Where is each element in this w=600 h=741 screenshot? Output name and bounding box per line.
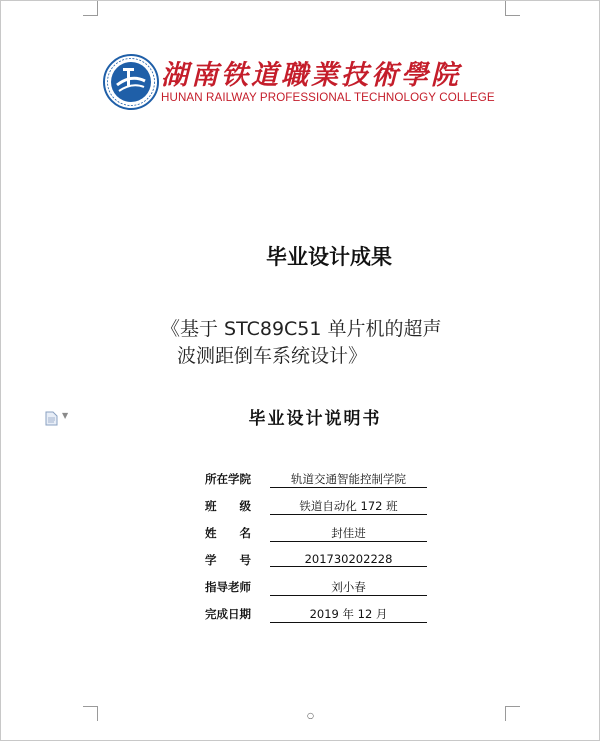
project-title-line-2: 波测距倒车系统设计》	[177, 345, 368, 367]
paragraph-mark: ○	[307, 711, 314, 720]
chevron-down-icon[interactable]: ▼	[62, 411, 69, 420]
margin-corner-top-right	[505, 1, 520, 16]
info-label: 指导老师	[205, 580, 251, 594]
college-logo	[103, 54, 159, 110]
info-value: 201730202228	[270, 552, 427, 567]
info-value: 刘小春	[270, 579, 427, 596]
info-label: 班 级	[205, 499, 251, 513]
college-name-chinese: 湖南铁道職業技術學院	[161, 60, 461, 91]
margin-corner-bottom-left	[83, 706, 98, 721]
info-label: 完成日期	[205, 607, 251, 621]
info-label: 所在学院	[205, 472, 251, 486]
margin-corner-top-left	[83, 1, 98, 16]
margin-corner-bottom-right	[505, 706, 520, 721]
info-value: 封佳进	[270, 525, 427, 542]
info-value: 轨道交通智能控制学院	[270, 471, 427, 488]
subtitle: 毕业设计说明书	[248, 409, 382, 429]
info-label: 学 号	[205, 553, 251, 567]
project-title	[161, 316, 511, 370]
info-value: 2019 年 12 月	[270, 606, 427, 623]
main-title: 毕业设计成果	[266, 245, 392, 269]
college-name-english: HUNAN RAILWAY PROFESSIONAL TECHNOLOGY COLLEGE	[161, 91, 495, 104]
project-title-line-1: 《基于 STC89C51 单片机的超声	[161, 318, 442, 340]
info-value: 铁道自动化 172 班	[270, 498, 427, 515]
info-label: 姓 名	[205, 526, 251, 540]
